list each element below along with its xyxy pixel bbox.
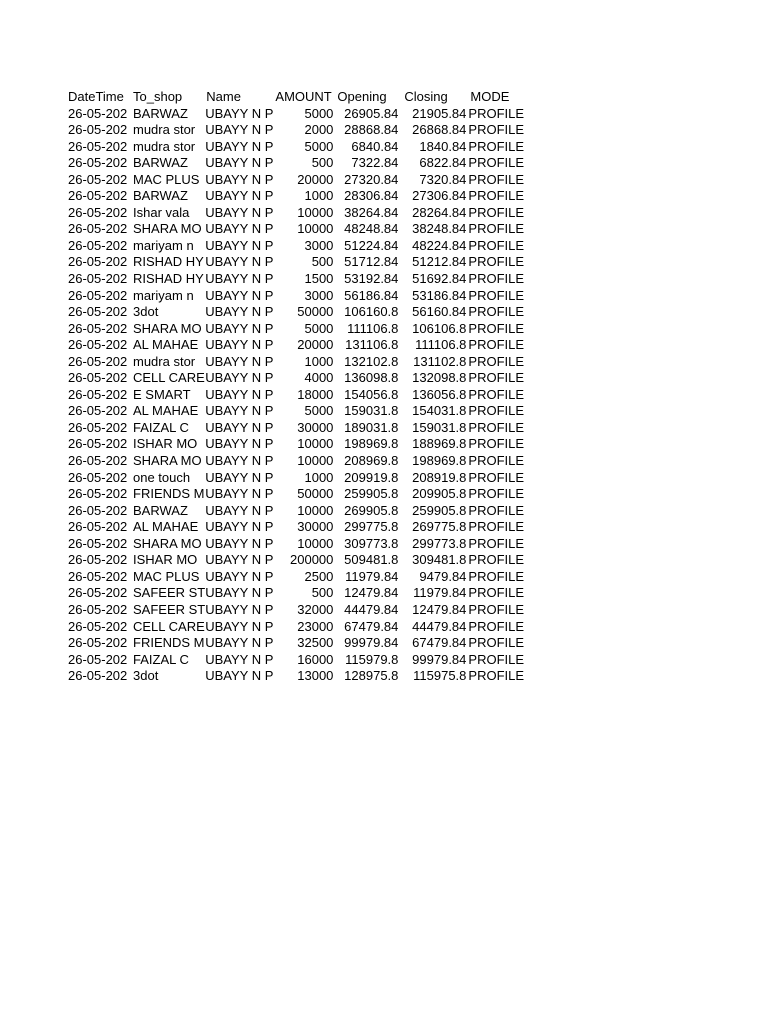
cell-name: UBAYY N P <box>205 486 274 502</box>
cell-opening: 28868.84 <box>344 122 399 138</box>
cell-amount: 10000 <box>297 436 334 452</box>
table-row <box>68 122 530 139</box>
cell-amount: 500 <box>311 585 334 601</box>
cell-opening: 56186.84 <box>344 287 399 303</box>
cell-mode: PROFILE <box>468 403 525 419</box>
cell-opening: 136098.8 <box>344 370 399 386</box>
cell-amount: 30000 <box>297 519 334 535</box>
cell-closing: 51692.84 <box>412 271 467 287</box>
cell-opening: 208969.8 <box>344 453 399 469</box>
cell-to-shop: mudra stor <box>133 353 196 369</box>
cell-datetime: 26-05-202 <box>68 419 128 435</box>
cell-closing: 56160.84 <box>412 304 467 320</box>
cell-datetime: 26-05-202 <box>68 304 128 320</box>
cell-to-shop: SHARA MO <box>133 221 202 237</box>
table-row <box>68 288 530 305</box>
cell-amount: 50000 <box>297 486 334 502</box>
cell-opening: 309773.8 <box>344 535 399 551</box>
cell-to-shop: ISHAR MO <box>133 436 198 452</box>
cell-datetime: 26-05-202 <box>68 469 128 485</box>
cell-datetime: 26-05-202 <box>68 403 128 419</box>
table-row <box>68 221 530 238</box>
cell-name: UBAYY N P <box>205 436 274 452</box>
cell-closing: 26868.84 <box>412 122 467 138</box>
header-amount: AMOUNT <box>275 89 332 104</box>
cell-datetime: 26-05-202 <box>68 386 128 402</box>
cell-name: UBAYY N P <box>205 403 274 419</box>
table-row <box>68 552 530 569</box>
cell-amount: 10000 <box>297 453 334 469</box>
table-row <box>68 254 530 271</box>
cell-opening: 159031.8 <box>344 403 399 419</box>
cell-mode: PROFILE <box>468 502 525 518</box>
cell-datetime: 26-05-202 <box>68 122 128 138</box>
cell-closing: 51212.84 <box>412 254 467 270</box>
cell-to-shop: RISHAD HY <box>133 271 204 287</box>
cell-name: UBAYY N P <box>205 204 274 220</box>
cell-amount: 18000 <box>297 386 334 402</box>
cell-closing: 7320.84 <box>419 171 467 187</box>
cell-amount: 500 <box>311 155 334 171</box>
cell-mode: PROFILE <box>468 568 525 584</box>
cell-closing: 209905.8 <box>412 486 467 502</box>
cell-opening: 12479.84 <box>344 585 399 601</box>
cell-name: UBAYY N P <box>205 138 274 154</box>
cell-closing: 259905.8 <box>412 502 467 518</box>
cell-datetime: 26-05-202 <box>68 337 128 353</box>
cell-to-shop: RISHAD HY <box>133 254 204 270</box>
cell-datetime: 26-05-202 <box>68 453 128 469</box>
cell-name: UBAYY N P <box>205 254 274 270</box>
cell-to-shop: AL MAHAE <box>133 519 199 535</box>
cell-name: UBAYY N P <box>205 568 274 584</box>
cell-closing: 131102.8 <box>413 353 467 369</box>
cell-mode: PROFILE <box>468 105 525 121</box>
cell-amount: 10000 <box>297 204 334 220</box>
header-datetime: DateTime <box>68 89 124 104</box>
cell-mode: PROFILE <box>468 436 525 452</box>
table-row <box>68 155 530 172</box>
cell-closing: 48224.84 <box>412 237 467 253</box>
header-row <box>68 89 530 106</box>
cell-closing: 299773.8 <box>412 535 467 551</box>
cell-datetime: 26-05-202 <box>68 237 128 253</box>
cell-to-shop: mudra stor <box>133 138 196 154</box>
cell-name: UBAYY N P <box>205 419 274 435</box>
cell-mode: PROFILE <box>468 320 525 336</box>
cell-datetime: 26-05-202 <box>68 502 128 518</box>
cell-opening: 209919.8 <box>344 469 399 485</box>
cell-opening: 111106.8 <box>347 320 399 336</box>
cell-datetime: 26-05-202 <box>68 221 128 237</box>
table-row <box>68 370 530 387</box>
cell-mode: PROFILE <box>468 221 525 237</box>
table-row <box>68 205 530 222</box>
cell-closing: 11979.84 <box>413 585 467 601</box>
cell-datetime: 26-05-202 <box>68 138 128 154</box>
cell-mode: PROFILE <box>468 271 525 287</box>
cell-to-shop: FRIENDS M <box>133 635 205 651</box>
cell-opening: 99979.84 <box>344 635 399 651</box>
cell-to-shop: 3dot <box>133 668 159 684</box>
cell-amount: 1000 <box>304 188 334 204</box>
cell-to-shop: FAIZAL C <box>133 651 189 667</box>
cell-mode: PROFILE <box>468 386 525 402</box>
cell-name: UBAYY N P <box>205 370 274 386</box>
table-row <box>68 635 530 652</box>
cell-name: UBAYY N P <box>205 188 274 204</box>
cell-mode: PROFILE <box>468 155 525 171</box>
cell-to-shop: E SMART <box>133 386 191 402</box>
cell-opening: 26905.84 <box>344 105 399 121</box>
cell-mode: PROFILE <box>468 535 525 551</box>
header-to-shop: To_shop <box>133 89 183 104</box>
cell-opening: 51224.84 <box>344 237 399 253</box>
cell-mode: PROFILE <box>468 188 525 204</box>
cell-opening: 189031.8 <box>344 419 399 435</box>
cell-closing: 208919.8 <box>412 469 467 485</box>
cell-closing: 188969.8 <box>412 436 467 452</box>
cell-amount: 500 <box>311 254 334 270</box>
cell-amount: 13000 <box>297 668 334 684</box>
cell-mode: PROFILE <box>468 419 525 435</box>
cell-name: UBAYY N P <box>205 635 274 651</box>
cell-name: UBAYY N P <box>205 155 274 171</box>
table-row <box>68 619 530 636</box>
cell-datetime: 26-05-202 <box>68 635 128 651</box>
cell-closing: 269775.8 <box>412 519 467 535</box>
cell-datetime: 26-05-202 <box>68 552 128 568</box>
cell-to-shop: SHARA MO <box>133 453 202 469</box>
cell-amount: 10000 <box>297 502 334 518</box>
cell-name: UBAYY N P <box>205 304 274 320</box>
cell-closing: 198969.8 <box>412 453 467 469</box>
table-row <box>68 354 530 371</box>
table-row <box>68 486 530 503</box>
table-row <box>68 271 530 288</box>
cell-mode: PROFILE <box>468 469 525 485</box>
cell-closing: 115975.8 <box>413 668 467 684</box>
header-mode: MODE <box>470 89 510 104</box>
cell-datetime: 26-05-202 <box>68 171 128 187</box>
cell-name: UBAYY N P <box>205 105 274 121</box>
table-row <box>68 503 530 520</box>
cell-datetime: 26-05-202 <box>68 601 128 617</box>
cell-amount: 2500 <box>304 568 334 584</box>
cell-closing: 1840.84 <box>419 138 467 154</box>
cell-amount: 1500 <box>304 271 334 287</box>
cell-opening: 259905.8 <box>344 486 399 502</box>
cell-closing: 136056.8 <box>412 386 467 402</box>
cell-name: UBAYY N P <box>205 320 274 336</box>
cell-datetime: 26-05-202 <box>68 436 128 452</box>
cell-amount: 10000 <box>297 535 334 551</box>
cell-opening: 131106.8 <box>345 337 399 353</box>
cell-to-shop: mariyam n <box>133 237 194 253</box>
table-row <box>68 188 530 205</box>
cell-closing: 309481.8 <box>412 552 467 568</box>
table-row <box>68 652 530 669</box>
cell-closing: 9479.84 <box>419 568 467 584</box>
table-row <box>68 304 530 321</box>
header-name: Name <box>206 89 241 104</box>
table-row <box>68 337 530 354</box>
cell-amount: 3000 <box>304 287 334 303</box>
cell-opening: 115979.8 <box>345 651 399 667</box>
cell-closing: 99979.84 <box>412 651 467 667</box>
cell-amount: 20000 <box>297 171 334 187</box>
cell-mode: PROFILE <box>468 668 525 684</box>
cell-opening: 28306.84 <box>344 188 399 204</box>
cell-to-shop: MAC PLUS <box>133 171 200 187</box>
cell-closing: 44479.84 <box>412 618 467 634</box>
cell-opening: 67479.84 <box>344 618 399 634</box>
cell-to-shop: SHARA MO <box>133 320 202 336</box>
cell-closing: 106106.8 <box>412 320 467 336</box>
cell-opening: 7322.84 <box>351 155 399 171</box>
cell-mode: PROFILE <box>468 651 525 667</box>
cell-datetime: 26-05-202 <box>68 585 128 601</box>
cell-to-shop: BARWAZ <box>133 502 188 518</box>
cell-datetime: 26-05-202 <box>68 568 128 584</box>
cell-mode: PROFILE <box>468 138 525 154</box>
table-row <box>68 387 530 404</box>
cell-closing: 38248.84 <box>412 221 467 237</box>
cell-mode: PROFILE <box>468 122 525 138</box>
cell-amount: 50000 <box>297 304 334 320</box>
cell-to-shop: SHARA MO <box>133 535 202 551</box>
table-row <box>68 470 530 487</box>
cell-amount: 30000 <box>297 419 334 435</box>
cell-to-shop: ISHAR MO <box>133 552 198 568</box>
cell-mode: PROFILE <box>468 287 525 303</box>
cell-amount: 4000 <box>304 370 334 386</box>
table-row <box>68 519 530 536</box>
header-closing: Closing <box>404 89 448 104</box>
cell-name: UBAYY N P <box>205 122 274 138</box>
transactions-table <box>68 89 530 685</box>
cell-opening: 53192.84 <box>344 271 399 287</box>
cell-to-shop: 3dot <box>133 304 159 320</box>
table-row <box>68 585 530 602</box>
cell-name: UBAYY N P <box>205 171 274 187</box>
table-row <box>68 453 530 470</box>
cell-mode: PROFILE <box>468 237 525 253</box>
cell-amount: 23000 <box>297 618 334 634</box>
cell-opening: 51712.84 <box>344 254 399 270</box>
cell-name: UBAYY N P <box>205 337 274 353</box>
cell-to-shop: SAFEER ST <box>133 601 206 617</box>
table-row <box>68 172 530 189</box>
cell-mode: PROFILE <box>468 601 525 617</box>
cell-closing: 154031.8 <box>412 403 467 419</box>
cell-mode: PROFILE <box>468 519 525 535</box>
cell-name: UBAYY N P <box>205 287 274 303</box>
cell-datetime: 26-05-202 <box>68 370 128 386</box>
cell-mode: PROFILE <box>468 585 525 601</box>
cell-to-shop: BARWAZ <box>133 105 188 121</box>
cell-opening: 44479.84 <box>344 601 399 617</box>
cell-name: UBAYY N P <box>205 221 274 237</box>
cell-name: UBAYY N P <box>205 353 274 369</box>
cell-to-shop: CELL CARE <box>133 370 205 386</box>
cell-amount: 10000 <box>297 221 334 237</box>
cell-closing: 21905.84 <box>412 105 467 121</box>
cell-name: UBAYY N P <box>205 519 274 535</box>
cell-mode: PROFILE <box>468 254 525 270</box>
cell-mode: PROFILE <box>468 353 525 369</box>
table-row <box>68 403 530 420</box>
table-row <box>68 668 530 685</box>
cell-datetime: 26-05-202 <box>68 618 128 634</box>
table-row <box>68 139 530 156</box>
cell-amount: 5000 <box>304 138 334 154</box>
cell-closing: 53186.84 <box>412 287 467 303</box>
cell-opening: 269905.8 <box>344 502 399 518</box>
cell-mode: PROFILE <box>468 304 525 320</box>
table-body <box>68 106 530 685</box>
cell-amount: 20000 <box>297 337 334 353</box>
cell-datetime: 26-05-202 <box>68 486 128 502</box>
cell-amount: 32500 <box>297 635 334 651</box>
table-row <box>68 569 530 586</box>
cell-opening: 509481.8 <box>344 552 399 568</box>
cell-opening: 48248.84 <box>344 221 399 237</box>
cell-amount: 5000 <box>304 403 334 419</box>
cell-to-shop: mariyam n <box>133 287 194 303</box>
cell-name: UBAYY N P <box>205 585 274 601</box>
cell-datetime: 26-05-202 <box>68 651 128 667</box>
cell-to-shop: one touch <box>133 469 191 485</box>
cell-datetime: 26-05-202 <box>68 535 128 551</box>
cell-name: UBAYY N P <box>205 618 274 634</box>
cell-to-shop: SAFEER ST <box>133 585 206 601</box>
cell-name: UBAYY N P <box>205 552 274 568</box>
cell-name: UBAYY N P <box>205 386 274 402</box>
cell-opening: 128975.8 <box>344 668 399 684</box>
cell-opening: 6840.84 <box>351 138 399 154</box>
cell-mode: PROFILE <box>468 635 525 651</box>
cell-name: UBAYY N P <box>205 651 274 667</box>
cell-datetime: 26-05-202 <box>68 204 128 220</box>
cell-closing: 6822.84 <box>419 155 467 171</box>
cell-amount: 1000 <box>304 353 334 369</box>
cell-closing: 111106.8 <box>415 337 467 353</box>
table-row <box>68 238 530 255</box>
cell-mode: PROFILE <box>468 171 525 187</box>
cell-mode: PROFILE <box>468 486 525 502</box>
cell-name: UBAYY N P <box>205 601 274 617</box>
cell-amount: 200000 <box>290 552 334 568</box>
cell-amount: 3000 <box>304 237 334 253</box>
cell-mode: PROFILE <box>468 204 525 220</box>
cell-to-shop: AL MAHAE <box>133 403 199 419</box>
cell-amount: 32000 <box>297 601 334 617</box>
table-row <box>68 321 530 338</box>
cell-to-shop: mudra stor <box>133 122 196 138</box>
cell-datetime: 26-05-202 <box>68 353 128 369</box>
cell-datetime: 26-05-202 <box>68 105 128 121</box>
cell-to-shop: AL MAHAE <box>133 337 199 353</box>
cell-name: UBAYY N P <box>205 237 274 253</box>
cell-name: UBAYY N P <box>205 535 274 551</box>
cell-to-shop: MAC PLUS <box>133 568 200 584</box>
cell-opening: 154056.8 <box>344 386 399 402</box>
table-row <box>68 536 530 553</box>
cell-closing: 67479.84 <box>412 635 467 651</box>
cell-datetime: 26-05-202 <box>68 254 128 270</box>
cell-closing: 12479.84 <box>412 601 467 617</box>
cell-closing: 27306.84 <box>412 188 467 204</box>
cell-mode: PROFILE <box>468 552 525 568</box>
cell-datetime: 26-05-202 <box>68 287 128 303</box>
table-row <box>68 420 530 437</box>
cell-name: UBAYY N P <box>205 668 274 684</box>
cell-name: UBAYY N P <box>205 271 274 287</box>
cell-to-shop: CELL CARE <box>133 618 205 634</box>
table-row <box>68 436 530 453</box>
cell-mode: PROFILE <box>468 618 525 634</box>
cell-amount: 5000 <box>304 105 334 121</box>
cell-to-shop: FAIZAL C <box>133 419 189 435</box>
cell-opening: 38264.84 <box>344 204 399 220</box>
cell-name: UBAYY N P <box>205 469 274 485</box>
cell-opening: 198969.8 <box>344 436 399 452</box>
cell-closing: 132098.8 <box>412 370 467 386</box>
cell-name: UBAYY N P <box>205 502 274 518</box>
cell-datetime: 26-05-202 <box>68 519 128 535</box>
cell-to-shop: BARWAZ <box>133 188 188 204</box>
cell-opening: 11979.84 <box>345 568 399 584</box>
cell-amount: 1000 <box>304 469 334 485</box>
table-row <box>68 106 530 123</box>
cell-opening: 299775.8 <box>344 519 399 535</box>
cell-datetime: 26-05-202 <box>68 320 128 336</box>
cell-datetime: 26-05-202 <box>68 188 128 204</box>
cell-to-shop: Ishar vala <box>133 204 190 220</box>
cell-amount: 16000 <box>297 651 334 667</box>
table-row <box>68 602 530 619</box>
cell-amount: 2000 <box>304 122 334 138</box>
cell-datetime: 26-05-202 <box>68 271 128 287</box>
cell-to-shop: BARWAZ <box>133 155 188 171</box>
cell-mode: PROFILE <box>468 453 525 469</box>
cell-name: UBAYY N P <box>205 453 274 469</box>
cell-opening: 106160.8 <box>344 304 399 320</box>
cell-closing: 28264.84 <box>412 204 467 220</box>
cell-mode: PROFILE <box>468 370 525 386</box>
cell-datetime: 26-05-202 <box>68 668 128 684</box>
cell-opening: 27320.84 <box>344 171 399 187</box>
cell-mode: PROFILE <box>468 337 525 353</box>
cell-to-shop: FRIENDS M <box>133 486 205 502</box>
cell-datetime: 26-05-202 <box>68 155 128 171</box>
header-opening: Opening <box>337 89 387 104</box>
cell-closing: 159031.8 <box>412 419 467 435</box>
cell-amount: 5000 <box>304 320 334 336</box>
cell-opening: 132102.8 <box>344 353 399 369</box>
spreadsheet-sheet <box>68 89 530 685</box>
